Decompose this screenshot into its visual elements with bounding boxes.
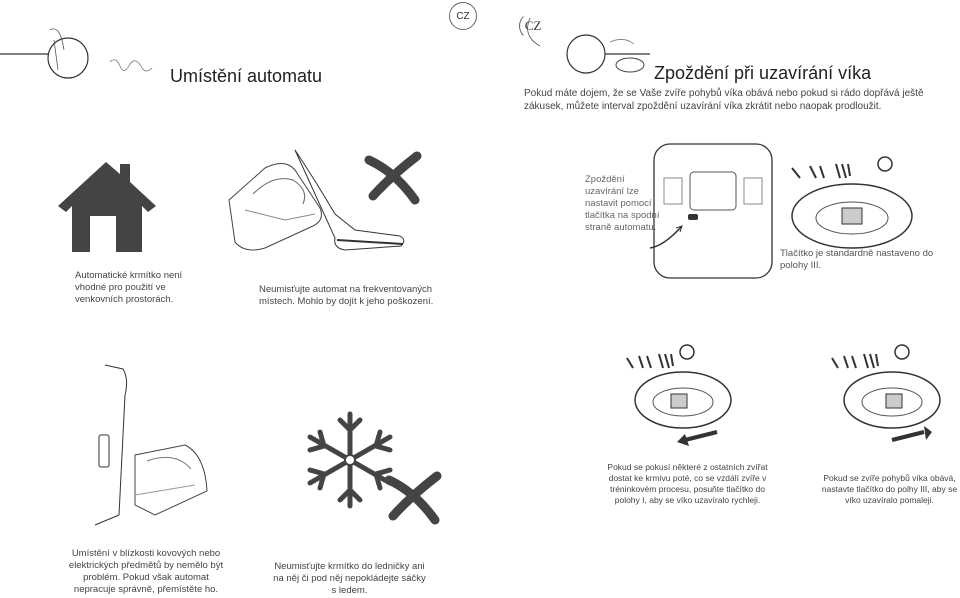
left-page-title: Umístění automatu: [170, 66, 323, 86]
dial-default-illustration: [790, 150, 915, 250]
language-badge: CZ: [449, 2, 477, 30]
feeder-bottom-illustration: [652, 142, 777, 282]
cross-icon-2: [385, 470, 445, 525]
dial-slower-illustration: [830, 340, 950, 450]
header-doodle-right: [520, 20, 660, 90]
metal-wall-illustration: [95, 365, 215, 545]
caption-faster-closing: Pokud se pokusí některé z ostatních zvířat dostat ke krmivu poté, co se vzdálí zvíře v tréninkovém procesu, posuňte tlačítko do polohy I, aby se víko uzavíralo rychleji.: [607, 462, 768, 505]
caption-traffic: Neumisťujte automat na frekventovaných místech. Mohlo by dojít k jeho poškození.: [259, 284, 434, 307]
caption-button-location: Zpoždění uzavírání lze nastavit pomocí tlačítka na spodní straně automatu.: [585, 174, 660, 233]
caption-metal-objects: Umístění v blízkosti kovových nebo elektrických předmětů by nemělo být problém. Pokud však automat nepracuje správně, přemístěte ho.: [68, 548, 224, 595]
caption-slower-closing: Pokud se zvíře pohybů víka obává, nastavte tlačítko do polhy III, aby se víko uzavíralo pomaleji.: [821, 473, 958, 505]
house-icon: [58, 160, 158, 255]
caption-default-position: Tlačítko je standardně nastaveno do polohy III.: [780, 248, 934, 271]
dial-faster-illustration: [625, 340, 740, 450]
caption-outdoor: Automatické krmítko není vhodné pro použití ve venkovních prostorách.: [75, 270, 183, 305]
cross-icon: [365, 150, 425, 205]
language-badge-right: CZ: [519, 12, 547, 40]
right-page-title: Zpoždění při uzavírání víka: [654, 63, 872, 83]
right-intro-text: Pokud máte dojem, že se Vaše zvíře pohybů víka obává nebo pokud si rádo dopřává ještě zákusek, můžete interval zpoždění uzavírání víka zkrátit nebo naopak prodloužit.: [524, 88, 924, 112]
caption-fridge: Neumisťujte krmítko do ledničky ani na něj či pod něj nepokládejte sáčky s ledem.: [273, 561, 426, 596]
